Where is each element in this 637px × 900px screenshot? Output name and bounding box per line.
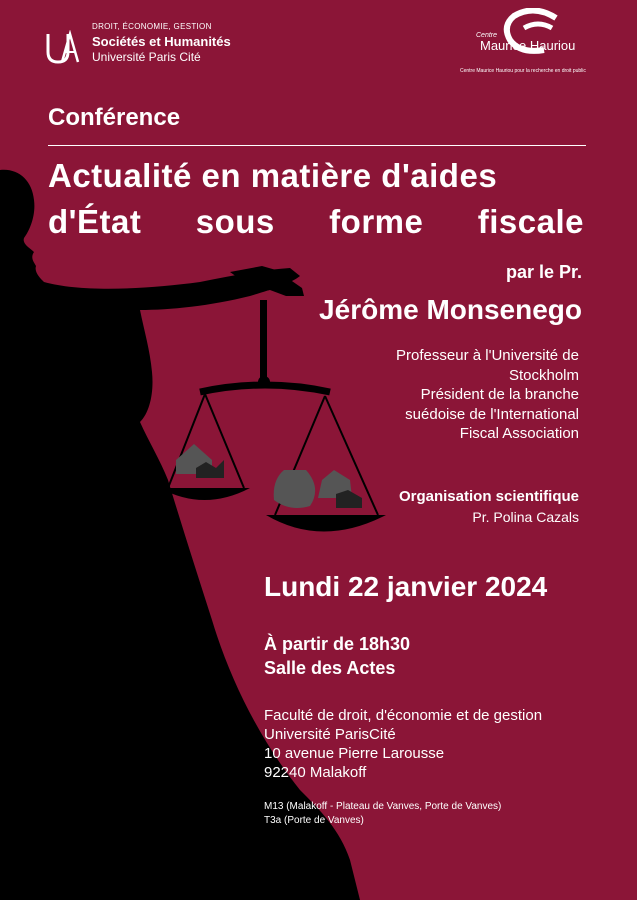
transport-line: T3a (Porte de Vanves) (264, 815, 364, 826)
title-word: fiscale (477, 203, 584, 240)
organisation-label: Organisation scientifique (398, 488, 579, 505)
affiliation-line: Fiscal Association (459, 425, 579, 442)
speaker-affiliation (339, 346, 579, 444)
title-divider (48, 145, 586, 146)
speaker-name: Jérôme Monsenego (319, 294, 582, 325)
event-title-line2 (48, 199, 584, 245)
universite-paris-cite-logo-icon (46, 30, 86, 66)
address-line: 10 avenue Pierre Larousse (264, 745, 445, 762)
speaker-prefix: par le Pr. (505, 262, 582, 282)
lady-justice-silhouette (0, 170, 360, 900)
address-line: Faculté de droit, d'économie et de gestion (264, 707, 543, 724)
event-room: Salle des Actes (264, 658, 396, 678)
title-word: d'État (48, 203, 142, 240)
address-line: 92240 Malakoff (264, 764, 367, 781)
title-word: sous (195, 203, 275, 240)
affiliation-line: Président de la branche (420, 386, 579, 403)
transport-line: M13 (Malakoff - Plateau de Vanves, Porte de Vanves) (264, 801, 502, 812)
transport-info (264, 800, 501, 828)
affiliation-line: Professeur à l'Université de (396, 347, 579, 364)
logo-faculty-name: Sociétés et Humanités (92, 34, 231, 49)
affiliation-line: Stockholm (508, 366, 579, 384)
organisation-name: Pr. Polina Cazals (472, 509, 579, 525)
affiliation-line: suédoise de l'International (405, 405, 579, 423)
title-word: forme (329, 203, 424, 240)
logo-faculty-line: DROIT, ÉCONOMIE, GESTION (92, 22, 212, 31)
event-title-line1: Actualité en matière d'aides (48, 157, 498, 194)
event-date: Lundi 22 janvier 2024 (264, 571, 548, 602)
event-time: À partir de 18h30 (264, 634, 411, 654)
logo-centre-subtitle: Centre Maurice Hauriou pour la recherche en droit public (460, 68, 586, 74)
event-address (264, 706, 542, 782)
logo-university-name: Université Paris Cité (92, 50, 201, 64)
logo-centre-prefix: Centre (476, 32, 498, 39)
address-line: Université ParisCité (264, 726, 396, 743)
logo-centre-name: Maurice Hauriou (480, 38, 576, 53)
event-type: Conférence (48, 104, 181, 131)
